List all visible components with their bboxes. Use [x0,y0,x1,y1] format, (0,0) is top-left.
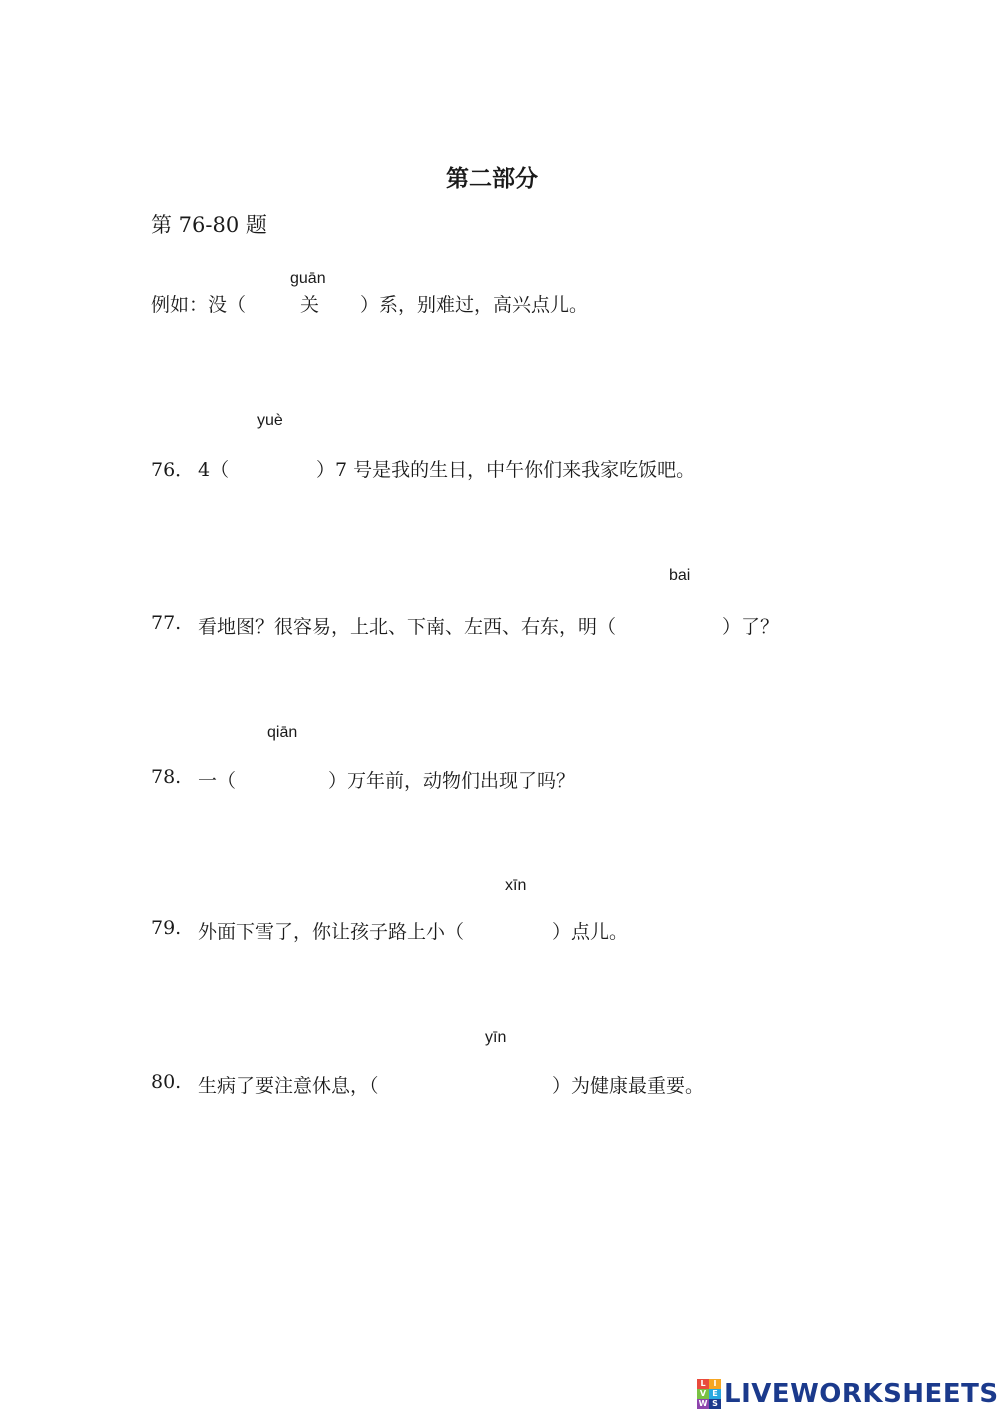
q77-pinyin: bai [669,567,691,584]
question-range: 第 76-80 题 [151,213,267,237]
example-prefix: 例如：没（ [151,294,247,316]
q76-text-after: ）7 号是我的生日，中午你们来我家吃饭吧。 [316,459,696,481]
q78-pinyin: qiān [267,724,298,741]
q78-number: 78. [151,766,182,788]
q78-text-before: 一（ [198,770,237,792]
q77-text-before: 看地图？很容易，上北、下南、左西、右东，明（ [198,616,617,638]
logo-letter-i: I [709,1379,721,1389]
liveworksheets-icon [697,1379,721,1409]
page-title: 第二部分 [446,166,538,192]
q80-text-after: ）为健康最重要。 [552,1075,705,1097]
q79-number: 79. [151,917,182,939]
example-pinyin: guān [290,270,326,287]
logo-letter-v: V [697,1389,709,1399]
q77-answer-input[interactable] [640,610,722,636]
q78-answer-input[interactable] [238,764,328,790]
logo-letter-e: E [709,1389,721,1399]
q77-number: 77. [151,612,182,634]
logo-letter-s: S [709,1399,721,1409]
q77-text-after: ）了？ [722,616,780,638]
liveworksheets-text: LIVEWORKSHEETS [724,1379,999,1409]
q79-answer-input[interactable] [475,915,552,941]
logo-letter-l: L [697,1379,709,1389]
q80-number: 80. [151,1071,182,1093]
q80-pinyin: yīn [485,1029,507,1046]
q76-text-before: 4（ [198,459,230,481]
q76-number: 76． [151,459,195,481]
liveworksheets-logo [697,1378,999,1410]
q78-text-after: ）万年前，动物们出现了吗？ [328,770,576,792]
example-answer: 关 [300,294,320,316]
q80-text-before: 生病了要注意休息，（ [198,1075,379,1097]
q76-answer-input[interactable] [228,453,316,479]
q79-pinyin: xīn [505,877,527,894]
logo-letter-w: W [698,1399,708,1408]
q79-text-after: ）点儿。 [552,921,629,943]
q79-text-before: 外面下雪了，你让孩子路上小（ [198,921,465,943]
q76-pinyin: yuè [257,412,283,429]
example-suffix: ）系，别难过，高兴点儿。 [360,294,589,316]
q80-answer-input[interactable] [390,1069,552,1095]
